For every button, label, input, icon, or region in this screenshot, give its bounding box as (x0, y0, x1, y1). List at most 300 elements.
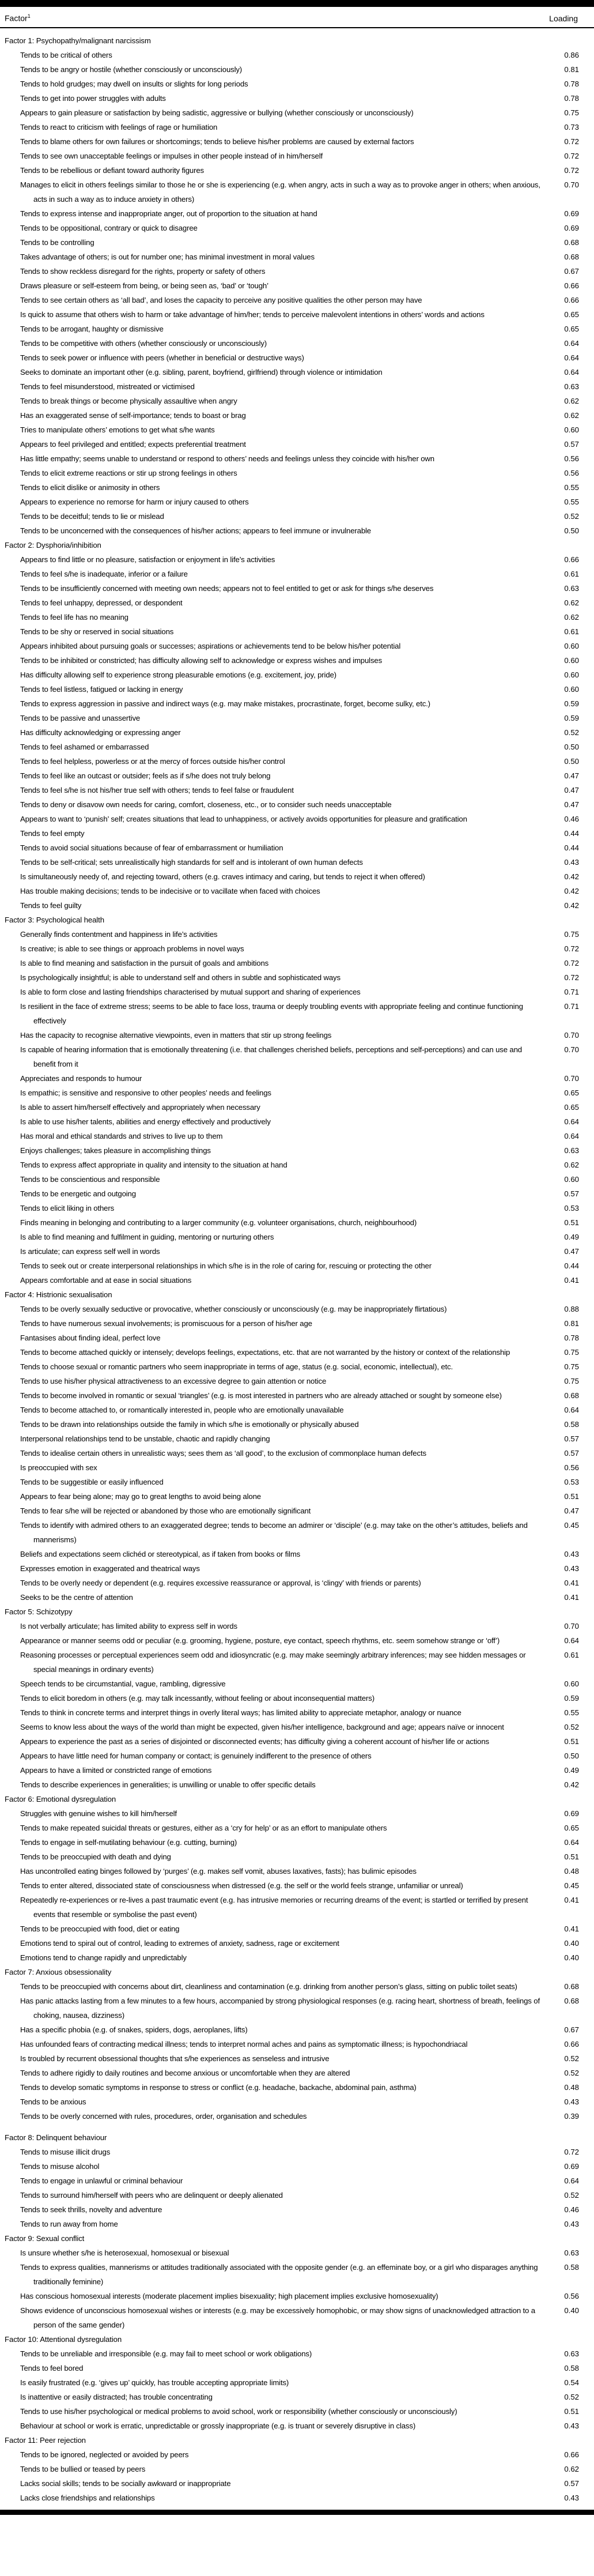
item-loading: 0.51 (564, 1852, 579, 1861)
item-loading: 0.67 (564, 2025, 579, 2034)
item-text: Is able to assert him/herself effectively and appropriately when necessary (20, 1102, 260, 1112)
table-row (0, 855, 594, 869)
item-loading: 0.57 (564, 1189, 579, 1198)
item-text: Tends to be shy or reserved in social situations (20, 627, 174, 636)
item-loading: 0.60 (564, 684, 579, 694)
table-row (0, 2246, 594, 2260)
item-text: Appears to feel privileged and entitled; expects preferential treatment (20, 439, 246, 449)
table-row (0, 1576, 594, 1590)
table-row (0, 1936, 594, 1950)
table-row (0, 1359, 594, 1374)
table-row (0, 1403, 594, 1417)
item-loading: 0.45 (564, 1881, 579, 1890)
item-loading: 0.66 (564, 281, 579, 290)
item-text: Tends to get into power struggles with adults (20, 93, 166, 103)
item-loading: 0.41 (564, 1275, 579, 1285)
item-loading: 0.62 (564, 1160, 579, 1169)
table-row (0, 1446, 594, 1460)
table-row (0, 1777, 594, 1792)
section-items (0, 2246, 594, 2332)
item-loading: 0.40 (564, 1953, 579, 1962)
item-text: Is easily frustrated (e.g. ‘gives up’ quickly, has trouble accepting appropriate limits) (20, 2378, 289, 2387)
table-row (0, 351, 594, 365)
table-row (0, 2447, 594, 2462)
table-row (0, 451, 594, 466)
item-text: Lacks social skills; tends to be socially awkward or inappropriate (20, 2479, 231, 2488)
table-row (0, 2260, 594, 2289)
item-text: Tends to be preoccupied with death and dying (20, 1852, 171, 1861)
factor-section (0, 538, 594, 913)
table-row (0, 970, 594, 985)
table-row (0, 120, 594, 134)
item-loading: 0.69 (564, 1809, 579, 1818)
item-text: Tends to be critical of others (20, 50, 112, 59)
item-loading: 0.55 (564, 497, 579, 506)
table-row (0, 812, 594, 826)
item-text: Tends to feel misunderstood, mistreated or victimised (20, 382, 195, 391)
table-row (0, 596, 594, 610)
table-row (0, 884, 594, 898)
item-text: Tends to feel like an outcast or outsider; feels as if s/he does not truly belong (20, 771, 271, 780)
item-loading: 0.56 (564, 454, 579, 463)
item-text: Has moral and ethical standards and strives to live up to them (20, 1131, 223, 1140)
table-row (0, 1273, 594, 1287)
table-row (0, 480, 594, 495)
table-row (0, 77, 594, 91)
table-row (0, 2066, 594, 2080)
table-row (0, 466, 594, 480)
item-text: Tends to be bullied or teased by peers (20, 2464, 146, 2473)
item-text: Tends to feel life has no meaning (20, 612, 128, 622)
section-items (0, 48, 594, 538)
item-loading: 0.65 (564, 1088, 579, 1097)
section-title: Factor 8: Delinquent behaviour (5, 2133, 107, 2142)
item-loading: 0.64 (564, 1636, 579, 1645)
item-loading: 0.66 (564, 2450, 579, 2459)
section-title: Factor 3: Psychological health (5, 915, 104, 924)
item-text: Tends to make repeated suicidal threats or gestures, either as a ‘cry for help’ or as an effort to manipulate others (20, 1823, 387, 1832)
table-row (0, 1489, 594, 1504)
item-loading: 0.53 (564, 1203, 579, 1212)
item-loading: 0.51 (564, 1218, 579, 1227)
item-text: Tends to be arrogant, haughty or dismissive (20, 324, 164, 333)
table-row (0, 278, 594, 293)
table-row (0, 725, 594, 740)
table-row (0, 1143, 594, 1158)
item-loading: 0.72 (564, 944, 579, 953)
item-loading: 0.50 (564, 742, 579, 751)
table-row (0, 2037, 594, 2051)
section-title: Factor 4: Histrionic sexualisation (5, 1290, 112, 1299)
item-loading: 0.68 (564, 1391, 579, 1400)
table-row (0, 624, 594, 639)
table-row (0, 221, 594, 235)
section-title: Factor 9: Sexual conflict (5, 2234, 85, 2243)
item-text: Is inattentive or easily distracted; has trouble concentrating (20, 2392, 213, 2401)
item-loading: 0.62 (564, 612, 579, 622)
table-row (0, 1590, 594, 1605)
table-row (0, 999, 594, 1028)
item-text: Manages to elicit in others feelings similar to those he or she is experiencing (e.g. when angry, acts in such a way as to provoke anger in others; when anxious, acts in such a way as to induce anxiety in others) (20, 180, 540, 204)
item-text: Tends to be self-critical; sets unrealistically high standards for self and is intolerant of own human defects (20, 857, 363, 867)
item-loading: 0.73 (564, 122, 579, 131)
item-text: Tends to identify with admired others to an exaggerated degree; tends to become an admirer or ‘disciple’ (e.g. may take on the other’s attitudes, beliefs and mannerisms) (20, 1520, 528, 1544)
item-text: Appears to find little or no pleasure, satisfaction or enjoyment in life’s activities (20, 555, 275, 564)
section-items (0, 1619, 594, 1792)
item-text: Seems to know less about the ways of the world than might be expected, given his/her intelligence, background and age; appears naïve or innocent (20, 1722, 504, 1731)
table-row (0, 1878, 594, 1893)
item-text: Tends to feel guilty (20, 901, 82, 910)
factor-column-header (5, 13, 31, 23)
item-text: Has panic attacks lasting from a few minutes to a few hours, accompanied by strong physiological responses (e.g. racing heart, shortness of breath, feelings of choking, nausea, dizziness) (20, 1996, 540, 2020)
item-text: Tends to feel listless, fatigued or lacking in energy (20, 684, 183, 694)
table-row (0, 2491, 594, 2505)
item-text: Tends to seek out or create interpersonal relationships in which s/he is in the role of caring for, rescuing or protecting the other (20, 1261, 432, 1270)
table-row (0, 1086, 594, 1100)
item-loading: 0.61 (564, 627, 579, 636)
item-text: Tends to be oppositional, contrary or quick to disagree (20, 223, 198, 232)
item-loading: 0.52 (564, 2068, 579, 2077)
item-text: Tends to be unconcerned with the consequences of his/her actions; appears to feel immune or invulnerable (20, 526, 371, 535)
item-loading: 0.72 (564, 151, 579, 160)
item-text: Tends to be insufficiently concerned with meeting own needs; appears not to feel entitled to get or ask for things s/he deserves (20, 583, 434, 593)
item-text: Appears to fear being alone; may go to great lengths to avoid being alone (20, 1492, 261, 1501)
item-loading: 0.65 (564, 1102, 579, 1112)
table-row (0, 106, 594, 120)
table-row (0, 1821, 594, 1835)
item-text: Tends to enter altered, dissociated state of consciousness when distressed (e.g. the self or the world feels strange, unfamiliar or unreal) (20, 1881, 463, 1890)
item-text: Is able to use his/her talents, abilities and energy effectively and productively (20, 1117, 271, 1126)
table-row (0, 797, 594, 812)
item-loading: 0.88 (564, 1304, 579, 1313)
item-loading: 0.54 (564, 2378, 579, 2387)
table-row (0, 2375, 594, 2390)
table-row (0, 1633, 594, 1648)
item-text: Emotions tend to spiral out of control, leading to extremes of anxiety, sadness, rage or excitement (20, 1938, 339, 1948)
table-row (0, 1374, 594, 1388)
item-text: Tends to express qualities, mannerisms or attitudes traditionally associated with the opposite gender (e.g. an effeminate boy, or a girl who disparages anything traditionally feminine) (20, 2262, 538, 2286)
table-row (0, 1388, 594, 1403)
item-text: Seeks to dominate an important other (e.g. sibling, parent, boyfriend, girlfriend) through violence or intimidation (20, 367, 383, 376)
table-row (0, 1417, 594, 1432)
item-loading: 0.44 (564, 828, 579, 838)
item-loading: 0.42 (564, 872, 579, 881)
table-top-rule (0, 0, 594, 7)
item-loading: 0.62 (564, 410, 579, 420)
item-text: Tends to feel helpless, powerless or at the mercy of forces outside his/her control (20, 756, 285, 766)
section-title: Factor 7: Anxious obsessionality (5, 1967, 112, 1976)
item-text: Tends to be unreliable and irresponsible (e.g. may fail to meet school or work obligations) (20, 2349, 312, 2358)
table-row (0, 2051, 594, 2066)
table-row (0, 1893, 594, 1922)
item-loading: 0.58 (564, 1419, 579, 1429)
factor-section (0, 2433, 594, 2505)
item-text: Tends to see certain others as ‘all bad’, and loses the capacity to perceive any positive qualities the other person may have (20, 295, 422, 304)
table-bottom-rule (0, 2510, 594, 2515)
item-text: Appears to experience the past as a series of disjointed or disconnected events; has difficulty giving a coherent account of his/her life or actions (20, 1737, 489, 1746)
factor-section (0, 2231, 594, 2332)
item-text: Appears to want to ‘punish’ self; creates situations that lead to unhappiness, or actively avoids opportunities for pleasure and gratification (20, 814, 467, 823)
table-row (0, 754, 594, 769)
item-loading: 0.60 (564, 425, 579, 434)
table-row (0, 1028, 594, 1042)
item-loading: 0.64 (564, 353, 579, 362)
table-row (0, 2476, 594, 2491)
item-loading: 0.57 (564, 1434, 579, 1443)
item-text: Is articulate; can express self well in words (20, 1246, 160, 1256)
item-loading: 0.78 (564, 79, 579, 88)
item-text: Has uncontrolled eating binges followed by ‘purges’ (e.g. makes self vomit, abuses laxatives, fasts); has bulimic episodes (20, 1866, 417, 1875)
item-text: Tends to be overly concerned with rules, procedures, order, organisation and schedules (20, 2111, 307, 2121)
item-text: Has the capacity to recognise alternative viewpoints, even in matters that stir up strong feelings (20, 1030, 332, 1040)
section-items (0, 1302, 594, 1605)
table-row (0, 769, 594, 783)
item-loading: 0.70 (564, 1621, 579, 1630)
item-loading: 0.62 (564, 598, 579, 607)
item-loading: 0.43 (564, 2219, 579, 2228)
item-loading: 0.47 (564, 800, 579, 809)
item-loading: 0.86 (564, 50, 579, 59)
table-row (0, 783, 594, 797)
table-row (0, 985, 594, 999)
table-row (0, 1071, 594, 1086)
item-loading: 0.72 (564, 958, 579, 967)
item-text: Tends to be preoccupied with food, diet or eating (20, 1924, 180, 1933)
item-text: Appears to gain pleasure or satisfaction by being sadistic, aggressive or bullying (whether consciously or unconsciously) (20, 108, 414, 117)
table-row (0, 1316, 594, 1331)
table-row (0, 696, 594, 711)
item-loading: 0.41 (564, 1578, 579, 1587)
item-loading: 0.65 (564, 324, 579, 333)
item-text: Beliefs and expectations seem clichéd or stereotypical, as if taken from books or films (20, 1549, 301, 1558)
item-loading: 0.42 (564, 901, 579, 910)
table-row (0, 2080, 594, 2095)
item-text: Shows evidence of unconscious homosexual wishes or interests (e.g. may be excessively homophobic, or may show signs of unacknowledged attraction to a person of the same gender) (20, 2306, 535, 2329)
item-text: Tends to surround him/herself with peers who are delinquent or deeply alienated (20, 2190, 283, 2200)
table-row (0, 2303, 594, 2332)
item-text: Tends to be rebellious or defiant toward authority figures (20, 165, 204, 175)
item-loading: 0.75 (564, 108, 579, 117)
item-text: Has difficulty acknowledging or expressing anger (20, 728, 181, 737)
table-row (0, 1129, 594, 1143)
item-loading: 0.47 (564, 1246, 579, 1256)
item-loading: 0.60 (564, 1174, 579, 1184)
table-row (0, 2145, 594, 2159)
factor-section (0, 1792, 594, 1965)
item-loading: 0.40 (564, 2306, 579, 2315)
item-text: Tries to manipulate others’ emotions to get what s/he wants (20, 425, 215, 434)
table-row (0, 1230, 594, 1244)
item-loading: 0.60 (564, 670, 579, 679)
item-loading: 0.62 (564, 396, 579, 405)
item-loading: 0.68 (564, 252, 579, 261)
item-text: Is able to form close and lasting friendships characterised by mutual support and sharing of experiences (20, 987, 361, 996)
table-row (0, 2109, 594, 2123)
table-row (0, 941, 594, 956)
item-loading: 0.50 (564, 756, 579, 766)
item-loading: 0.64 (564, 1405, 579, 1414)
item-loading: 0.50 (564, 526, 579, 535)
item-loading: 0.75 (564, 1376, 579, 1385)
item-loading: 0.43 (564, 1564, 579, 1573)
item-text: Tends to deny or disavow own needs for caring, comfort, closeness, etc., or to consider such needs unacceptable (20, 800, 392, 809)
item-loading: 0.59 (564, 1693, 579, 1703)
section-items (0, 927, 594, 1287)
item-loading: 0.43 (564, 2421, 579, 2430)
item-text: Tends to be passive and unassertive (20, 713, 141, 722)
item-text: Tends to use his/her physical attractiveness to an excessive degree to gain attention or notice (20, 1376, 327, 1385)
item-text: Tends to adhere rigidly to daily routines and become anxious or uncomfortable when they are altered (20, 2068, 350, 2077)
item-text: Tends to engage in self-mutilating behaviour (e.g. cutting, burning) (20, 1837, 237, 1847)
item-loading: 0.68 (564, 1982, 579, 1991)
item-loading: 0.61 (564, 569, 579, 578)
table-row (0, 1432, 594, 1446)
item-loading: 0.60 (564, 656, 579, 665)
item-loading: 0.78 (564, 1333, 579, 1342)
item-loading: 0.52 (564, 728, 579, 737)
item-text: Is able to find meaning and satisfaction in the pursuit of goals and ambitions (20, 958, 269, 967)
table-row (0, 1705, 594, 1720)
table-row (0, 524, 594, 538)
item-loading: 0.41 (564, 1895, 579, 1904)
item-loading: 0.65 (564, 310, 579, 319)
item-text: Expresses emotion in exaggerated and theatrical ways (20, 1564, 200, 1573)
item-text: Reasoning processes or perceptual experiences seem odd and idiosyncratic (e.g. may make seemingly arbitrary inferences; may see hidden messages or special meanings in ordinary events) (20, 1650, 526, 1674)
table-row (0, 307, 594, 322)
table-row (0, 2188, 594, 2202)
item-text: Tends to have numerous sexual involvements; is promiscuous for a person of his/her age (20, 1319, 312, 1328)
table-row (0, 1114, 594, 1129)
item-loading: 0.47 (564, 1506, 579, 1515)
factor-section (0, 33, 594, 538)
item-text: Tends to be inhibited or constricted; has difficulty allowing self to acknowledge or express wishes and impulses (20, 656, 383, 665)
table-row (0, 1677, 594, 1691)
item-text: Tends to be ignored, neglected or avoided by peers (20, 2450, 189, 2459)
item-text: Tends to elicit boredom in others (e.g. may talk incessantly, without feeling or about inconsequential matters) (20, 1693, 374, 1703)
item-text: Draws pleasure or self-esteem from being, or being seen as, ‘bad’ or ‘tough’ (20, 281, 268, 290)
footnote-marker: 1 (27, 13, 31, 19)
item-text: Tends to feel ashamed or embarrassed (20, 742, 149, 751)
table-row (0, 1244, 594, 1259)
item-loading: 0.63 (564, 1146, 579, 1155)
item-loading: 0.72 (564, 973, 579, 982)
item-text: Tends to be overly sexually seductive or provocative, whether consciously or unconsciously (e.g. may be inappropriately flirtatious) (20, 1304, 447, 1313)
item-text: Has unfounded fears of contracting medical illness; tends to interpret normal aches and pains as symptomatic illness; is hypochondriacal (20, 2039, 468, 2048)
loading-column-header: Loading (549, 13, 578, 23)
table-row (0, 394, 594, 408)
table-row (0, 927, 594, 941)
item-loading: 0.64 (564, 1837, 579, 1847)
table-row (0, 1187, 594, 1201)
item-loading: 0.81 (564, 1319, 579, 1328)
table-row (0, 235, 594, 250)
item-loading: 0.55 (564, 1708, 579, 1717)
item-loading: 0.52 (564, 511, 579, 521)
item-text: Is resilient in the face of extreme stress; seems to be able to face loss, trauma or deeply troubling events with appropriate feeling and continue functioning effectively (20, 1001, 523, 1025)
item-loading: 0.56 (564, 1463, 579, 1472)
item-text: Tends to express affect appropriate in quality and intensity to the situation at hand (20, 1160, 287, 1169)
item-loading: 0.53 (564, 1477, 579, 1486)
table-row (0, 91, 594, 106)
item-loading: 0.69 (564, 2161, 579, 2171)
item-text: Tends to break things or become physically assaultive when angry (20, 396, 237, 405)
item-loading: 0.50 (564, 1751, 579, 1760)
table-row (0, 336, 594, 351)
table-row (0, 1504, 594, 1518)
table-row (0, 2289, 594, 2303)
item-loading: 0.69 (564, 223, 579, 232)
item-text: Tends to use his/her psychological or medical problems to avoid school, work or responsibility (whether consciously or unconsciously) (20, 2406, 457, 2416)
item-loading: 0.66 (564, 295, 579, 304)
item-loading: 0.64 (564, 1131, 579, 1140)
item-loading: 0.59 (564, 713, 579, 722)
table-row (0, 2202, 594, 2217)
item-text: Tends to avoid social situations because of fear of embarrassment or humiliation (20, 843, 283, 852)
item-loading: 0.42 (564, 886, 579, 895)
item-loading: 0.71 (564, 1001, 579, 1011)
item-loading: 0.64 (564, 2176, 579, 2185)
item-text: Has conscious homosexual interests (moderate placement implies bisexuality; high placement implies exclusive homosexuality) (20, 2291, 438, 2300)
item-loading: 0.65 (564, 1823, 579, 1832)
item-text: Appears to have a limited or constricted range of emotions (20, 1765, 212, 1775)
table-row (0, 365, 594, 379)
table-row (0, 1259, 594, 1273)
item-text: Struggles with genuine wishes to kill him/herself (20, 1809, 177, 1818)
item-text: Tends to show reckless disregard for the rights, property or safety of others (20, 266, 266, 276)
table-row (0, 48, 594, 62)
table-row (0, 1215, 594, 1230)
table-row (0, 322, 594, 336)
item-text: Tends to be energetic and outgoing (20, 1189, 136, 1198)
item-loading: 0.58 (564, 2363, 579, 2372)
item-loading: 0.55 (564, 483, 579, 492)
item-text: Tends to seek power or influence with peers (whether in beneficial or destructive ways) (20, 353, 304, 362)
item-loading: 0.72 (564, 165, 579, 175)
table-row (0, 567, 594, 581)
item-loading: 0.49 (564, 1765, 579, 1775)
table-row (0, 956, 594, 970)
table-row (0, 581, 594, 596)
table-row (0, 2347, 594, 2361)
table-row (0, 1547, 594, 1561)
item-text: Tends to be controlling (20, 238, 94, 247)
item-loading: 0.60 (564, 641, 579, 650)
item-text: Tends to idealise certain others in unrealistic ways; sees them as ‘all good’, to the exclusion of commonplace human defects (20, 1448, 426, 1458)
table-row (0, 1561, 594, 1576)
table-row (0, 610, 594, 624)
item-text: Tends to feel s/he is inadequate, inferior or a failure (20, 569, 188, 578)
table-row (0, 2390, 594, 2404)
item-loading: 0.75 (564, 1362, 579, 1371)
item-loading: 0.72 (564, 137, 579, 146)
item-loading: 0.47 (564, 771, 579, 780)
table-row (0, 2462, 594, 2476)
item-loading: 0.81 (564, 65, 579, 74)
item-text: Interpersonal relationships tend to be unstable, chaotic and rapidly changing (20, 1434, 270, 1443)
item-text: Tends to blame others for own failures or shortcomings; tends to believe his/her problems are caused by external factors (20, 137, 414, 146)
table-row (0, 2419, 594, 2433)
item-text: Appears to have little need for human company or contact; is genuinely indifferent to the presence of others (20, 1751, 372, 1760)
item-text: Tends to be overly needy or dependent (e.g. requires excessive reassurance or approval, is ‘clingy’ with friends or parents) (20, 1578, 421, 1587)
table-row (0, 1460, 594, 1475)
item-text: Enjoys challenges; takes pleasure in accomplishing things (20, 1146, 211, 1155)
item-text: Tends to react to criticism with feelings of rage or humiliation (20, 122, 218, 131)
item-loading: 0.43 (564, 2493, 579, 2502)
section-title: Factor 5: Schizotypy (5, 1607, 73, 1616)
item-loading: 0.75 (564, 929, 579, 939)
table-row (0, 1850, 594, 1864)
item-text: Tends to be anxious (20, 2097, 86, 2106)
